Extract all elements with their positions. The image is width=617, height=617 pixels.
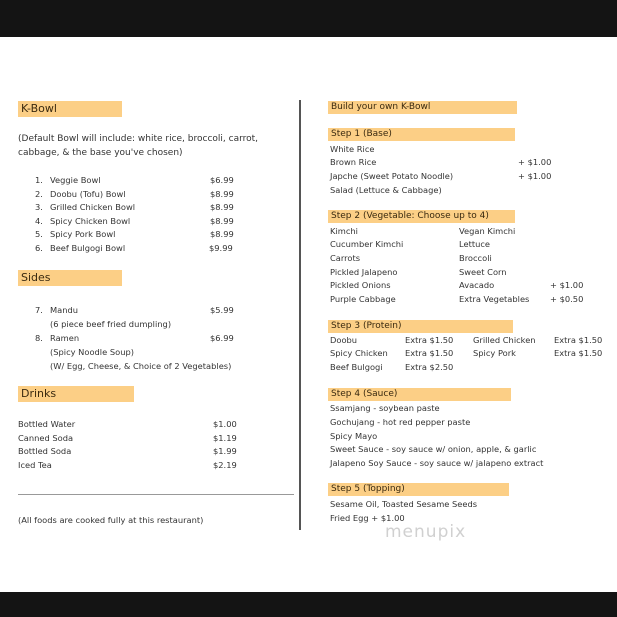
item-name: Doobu (Tofu) Bowl xyxy=(50,189,126,199)
item-price: $8.99 xyxy=(210,202,234,212)
kbowl-note: cabbage, & the base you've chosen) xyxy=(18,148,183,158)
item-number: 6. xyxy=(35,243,43,253)
item-description: (Spicy Noodle Soup) xyxy=(50,347,134,357)
vegetable-option: Sweet Corn xyxy=(459,267,507,277)
item-name: Grilled Chicken Bowl xyxy=(50,202,136,212)
topping-option: Sesame Oil, Toasted Sesame Seeds xyxy=(330,499,478,509)
footnote-divider xyxy=(18,494,294,495)
drink-name: Bottled Water xyxy=(18,419,76,429)
step1-heading: Step 1 (Base) xyxy=(328,128,515,141)
vegetable-option: Avacado xyxy=(459,280,495,290)
sides-heading: Sides xyxy=(18,270,122,286)
item-name: Spicy Chicken Bowl xyxy=(50,216,131,226)
protein-option: Spicy Pork xyxy=(473,348,516,358)
base-option: Salad (Lettuce & Cabbage) xyxy=(330,185,442,195)
footnote: (All foods are cooked fully at this restaurant) xyxy=(18,515,204,525)
vegetable-price: + $1.00 xyxy=(550,280,584,290)
item-number: 2. xyxy=(35,189,43,199)
vegetable-option: Pickled Jalapeno xyxy=(330,267,398,277)
vegetable-option: Purple Cabbage xyxy=(330,294,396,304)
item-description: (W/ Egg, Cheese, & Choice of 2 Vegetables) xyxy=(50,361,232,371)
sauce-option: Sweet Sauce - soy sauce w/ onion, apple, & garlic xyxy=(330,444,537,454)
item-number: 7. xyxy=(35,305,43,315)
drink-name: Bottled Soda xyxy=(18,446,72,456)
drink-price: $2.19 xyxy=(213,460,237,470)
protein-option: Grilled Chicken xyxy=(473,335,536,345)
step5-heading: Step 5 (Topping) xyxy=(328,483,509,496)
vegetable-option: Carrots xyxy=(330,253,361,263)
item-name: Ramen xyxy=(50,333,80,343)
topping-option: Fried Egg + $1.00 xyxy=(330,513,405,523)
vegetable-option: Broccoli xyxy=(459,253,492,263)
item-price: $8.99 xyxy=(210,189,234,199)
vegetable-option: Lettuce xyxy=(459,239,491,249)
drink-price: $1.19 xyxy=(213,433,237,443)
drink-name: Iced Tea xyxy=(18,460,52,470)
base-option: Japche (Sweet Potato Noodle) xyxy=(330,171,454,181)
item-description: (6 piece beef fried dumpling) xyxy=(50,319,172,329)
protein-price: Extra $1.50 xyxy=(405,348,454,358)
column-divider xyxy=(299,100,301,530)
drinks-heading: Drinks xyxy=(18,386,134,402)
item-number: 1. xyxy=(35,175,43,185)
sauce-option: Spicy Mayo xyxy=(330,431,378,441)
kbowl-note: (Default Bowl will include: white rice, broccoli, carrot, xyxy=(18,134,259,144)
vegetable-option: Cucumber Kimchi xyxy=(330,239,404,249)
build-heading: Build your own K-Bowl xyxy=(328,101,517,114)
vegetable-price: + $0.50 xyxy=(550,294,584,304)
protein-price: Extra $1.50 xyxy=(554,335,603,345)
protein-option: Beef Bulgogi xyxy=(330,362,383,372)
item-price: $8.99 xyxy=(210,216,234,226)
protein-option: Doobu xyxy=(330,335,358,345)
item-price: $5.99 xyxy=(210,305,234,315)
drink-name: Canned Soda xyxy=(18,433,74,443)
item-number: 8. xyxy=(35,333,43,343)
item-name: Beef Bulgogi Bowl xyxy=(50,243,126,253)
sauce-option: Jalapeno Soy Sauce - soy sauce w/ jalapeno extract xyxy=(330,458,544,468)
vegetable-option: Kimchi xyxy=(330,226,358,236)
step3-heading: Step 3 (Protein) xyxy=(328,320,513,333)
item-price: $6.99 xyxy=(210,175,234,185)
sauce-option: Gochujang - hot red pepper paste xyxy=(330,417,471,427)
item-name: Mandu xyxy=(50,305,79,315)
item-name: Veggie Bowl xyxy=(50,175,101,185)
protein-price: Extra $2.50 xyxy=(405,362,454,372)
vegetable-option: Pickled Onions xyxy=(330,280,391,290)
drink-price: $1.99 xyxy=(213,446,237,456)
protein-option: Spicy Chicken xyxy=(330,348,388,358)
base-price: + $1.00 xyxy=(518,171,552,181)
base-option: White Rice xyxy=(330,144,375,154)
bottom-black-bar xyxy=(0,592,617,617)
kbowl-heading: K-Bowl xyxy=(18,101,122,117)
item-number: 5. xyxy=(35,229,43,239)
item-name: Spicy Pork Bowl xyxy=(50,229,116,239)
vegetable-option: Extra Vegetables xyxy=(459,294,530,304)
base-price: + $1.00 xyxy=(518,157,552,167)
step2-heading: Step 2 (Vegetable: Choose up to 4) xyxy=(328,210,515,223)
item-price: $9.99 xyxy=(209,243,233,253)
protein-price: Extra $1.50 xyxy=(554,348,603,358)
item-price: $6.99 xyxy=(210,333,234,343)
item-price: $8.99 xyxy=(210,229,234,239)
watermark: menupix xyxy=(385,522,467,542)
protein-price: Extra $1.50 xyxy=(405,335,454,345)
base-option: Brown Rice xyxy=(330,157,377,167)
item-number: 3. xyxy=(35,202,43,212)
drink-price: $1.00 xyxy=(213,419,237,429)
vegetable-option: Vegan Kimchi xyxy=(459,226,516,236)
sauce-option: Ssamjang - soybean paste xyxy=(330,403,440,413)
top-black-bar xyxy=(0,0,617,37)
step4-heading: Step 4 (Sauce) xyxy=(328,388,511,401)
item-number: 4. xyxy=(35,216,43,226)
